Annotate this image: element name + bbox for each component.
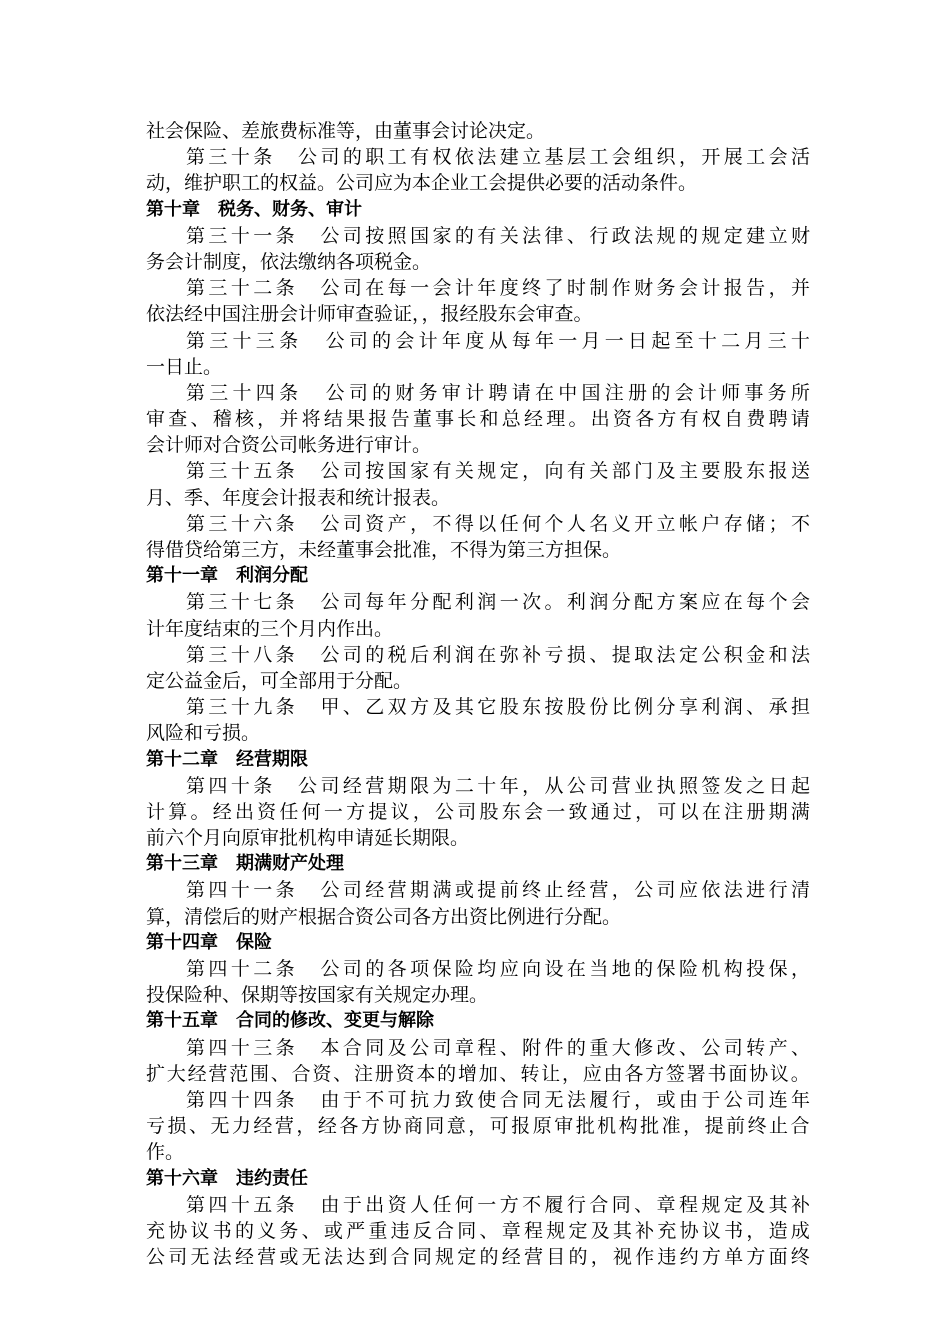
text-line: 计 算 。 经 出 资 任 何 一 方 提 议 ， 公 司 股 东 会 一 致 通 过 ， 可 以 在 注 册 期 满 <box>146 800 810 823</box>
text-line: 第 三 十 四 条 公 司 的 财 务 审 计 聘 请 在 中 国 注 册 的 会 计 师 事 务 所 <box>186 381 810 404</box>
text-line: 第 四 十 一 条 公 司 经 营 期 满 或 提 前 终 止 经 营 ， 公 司 应 依 法 进 行 清 <box>186 879 810 902</box>
text-line: 扩 大 经 营 范 围 、 合 资 、 注 册 资 本 的 增 加 、 转 让 ， 应 由 各 方 签 署 书 面 协 议 。 <box>146 1062 810 1085</box>
text-line: 第 三 十 八 条 公 司 的 税 后 利 润 在 弥 补 亏 损 、 提 取 法 定 公 积 金 和 法 <box>186 643 810 666</box>
text-line: 公 司 无 法 经 营 或 无 法 达 到 合 同 规 定 的 经 营 目 的 ， 视 作 违 约 方 单 方 面 终 <box>146 1246 810 1269</box>
chapter-heading: 第十章 税务、财务、审计 <box>146 198 362 220</box>
text-line: 定公益金后，可全部用于分配。 <box>146 669 413 692</box>
text-line: 计年度结束的三个月内作出。 <box>146 617 394 640</box>
chapter-heading: 第十六章 违约责任 <box>146 1167 308 1189</box>
text-line: 务会计制度，依法缴纳各项税金。 <box>146 250 432 273</box>
text-line: 第 三 十 三 条 公 司 的 会 计 年 度 从 每 年 一 月 一 日 起 至 十 二 月 三 十 <box>186 329 810 352</box>
text-line: 一日止。 <box>146 355 223 378</box>
text-line: 动，维护职工的权益。公司应为本企业工会提供必要的活动条件。 <box>146 172 698 195</box>
text-line: 充 协 议 书 的 义 务 、 或 严 重 违 反 合 同 、 章 程 规 定 及 其 补 充 协 议 书 ， 造 成 <box>146 1219 810 1242</box>
text-line: 第 四 十 二 条 公 司 的 各 项 保 险 均 应 向 设 在 当 地 的 保 险 机 构 投 保 ， <box>186 958 810 980</box>
text-line: 作。 <box>146 1141 185 1164</box>
text-line: 会计师对合资公司帐务进行审计。 <box>146 434 432 457</box>
chapter-heading: 第十一章 利润分配 <box>146 565 308 587</box>
text-line: 第 四 十 五 条 由 于 出 资 人 任 何 一 方 不 履 行 合 同 、 章 程 规 定 及 其 补 <box>186 1193 810 1216</box>
text-line: 第 三 十 七 条 公 司 每 年 分 配 利 润 一 次 。 利 润 分 配 方 案 应 在 每 个 会 <box>186 591 810 614</box>
text-line: 亏 损 、 无 力 经 营 ， 经 各 方 协 商 同 意 ， 可 报 原 审 批 机 构 批 准 ， 提 前 终 止 合 <box>146 1115 810 1138</box>
text-line: 第 三 十 条 公 司 的 职 工 有 权 依 法 建 立 基 层 工 会 组 织 ， 开 展 工 会 活 <box>186 146 810 169</box>
text-line: 风险和亏损。 <box>146 722 261 745</box>
chapter-heading: 第十二章 经营期限 <box>146 748 308 770</box>
text-line: 依法经中国注册会计师审查验证，，报经股东会审查。 <box>146 303 593 326</box>
text-line: 得借贷给第三方，未经董事会批准，不得为第三方担保。 <box>146 539 622 561</box>
text-line: 第 四 十 条 公 司 经 营 期 限 为 二 十 年 ， 从 公 司 营 业 执 照 签 发 之 日 起 <box>186 774 810 797</box>
text-line: 社会保险、差旅费标准等，由董事会讨论决定。 <box>146 120 546 142</box>
text-line: 算，清偿后的财产根据合资公司各方出资比例进行分配。 <box>146 905 622 928</box>
text-line: 第 三 十 五 条 公 司 按 国 家 有 关 规 定 ， 向 有 关 部 门 及 主 要 股 东 报 送 <box>186 460 810 483</box>
text-line: 第 三 十 一 条 公 司 按 照 国 家 的 有 关 法 律 、 行 政 法 规 的 规 定 建 立 财 <box>186 224 810 247</box>
text-line: 第 三 十 二 条 公 司 在 每 一 会 计 年 度 终 了 时 制 作 财 务 会 计 报 告 ， 并 <box>186 277 810 300</box>
chapter-heading: 第十五章 合同的修改、变更与解除 <box>146 1010 434 1032</box>
text-line: 第 三 十 六 条 公 司 资 产 ， 不 得 以 任 何 个 人 名 义 开 立 帐 户 存 储 ； 不 <box>186 512 810 535</box>
text-line: 第 三 十 九 条 甲 、 乙 双 方 及 其 它 股 东 按 股 份 比 例 分 享 利 润 、 承 担 <box>186 696 810 719</box>
document-page <box>146 118 810 1270</box>
chapter-heading: 第十三章 期满财产处理 <box>146 853 344 875</box>
text-line: 月、季、年度会计报表和统计报表。 <box>146 486 451 509</box>
chapter-heading: 第十四章 保险 <box>146 931 272 953</box>
text-line: 第 四 十 三 条 本 合 同 及 公 司 章 程 、 附 件 的 重 大 修 改 、 公 司 转 产 、 <box>186 1036 810 1059</box>
text-line: 前六个月向原审批机构申请延长期限。 <box>146 827 470 850</box>
text-line: 审 查 、 稽 核 ， 并 将 结 果 报 告 董 事 长 和 总 经 理 。 出 资 各 方 有 权 自 费 聘 请 <box>146 408 810 431</box>
text-line: 第 四 十 四 条 由 于 不 可 抗 力 致 使 合 同 无 法 履 行 ， 或 由 于 公 司 连 年 <box>186 1088 810 1111</box>
text-line: 投保险种、保期等按国家有关规定办理。 <box>146 984 489 1007</box>
